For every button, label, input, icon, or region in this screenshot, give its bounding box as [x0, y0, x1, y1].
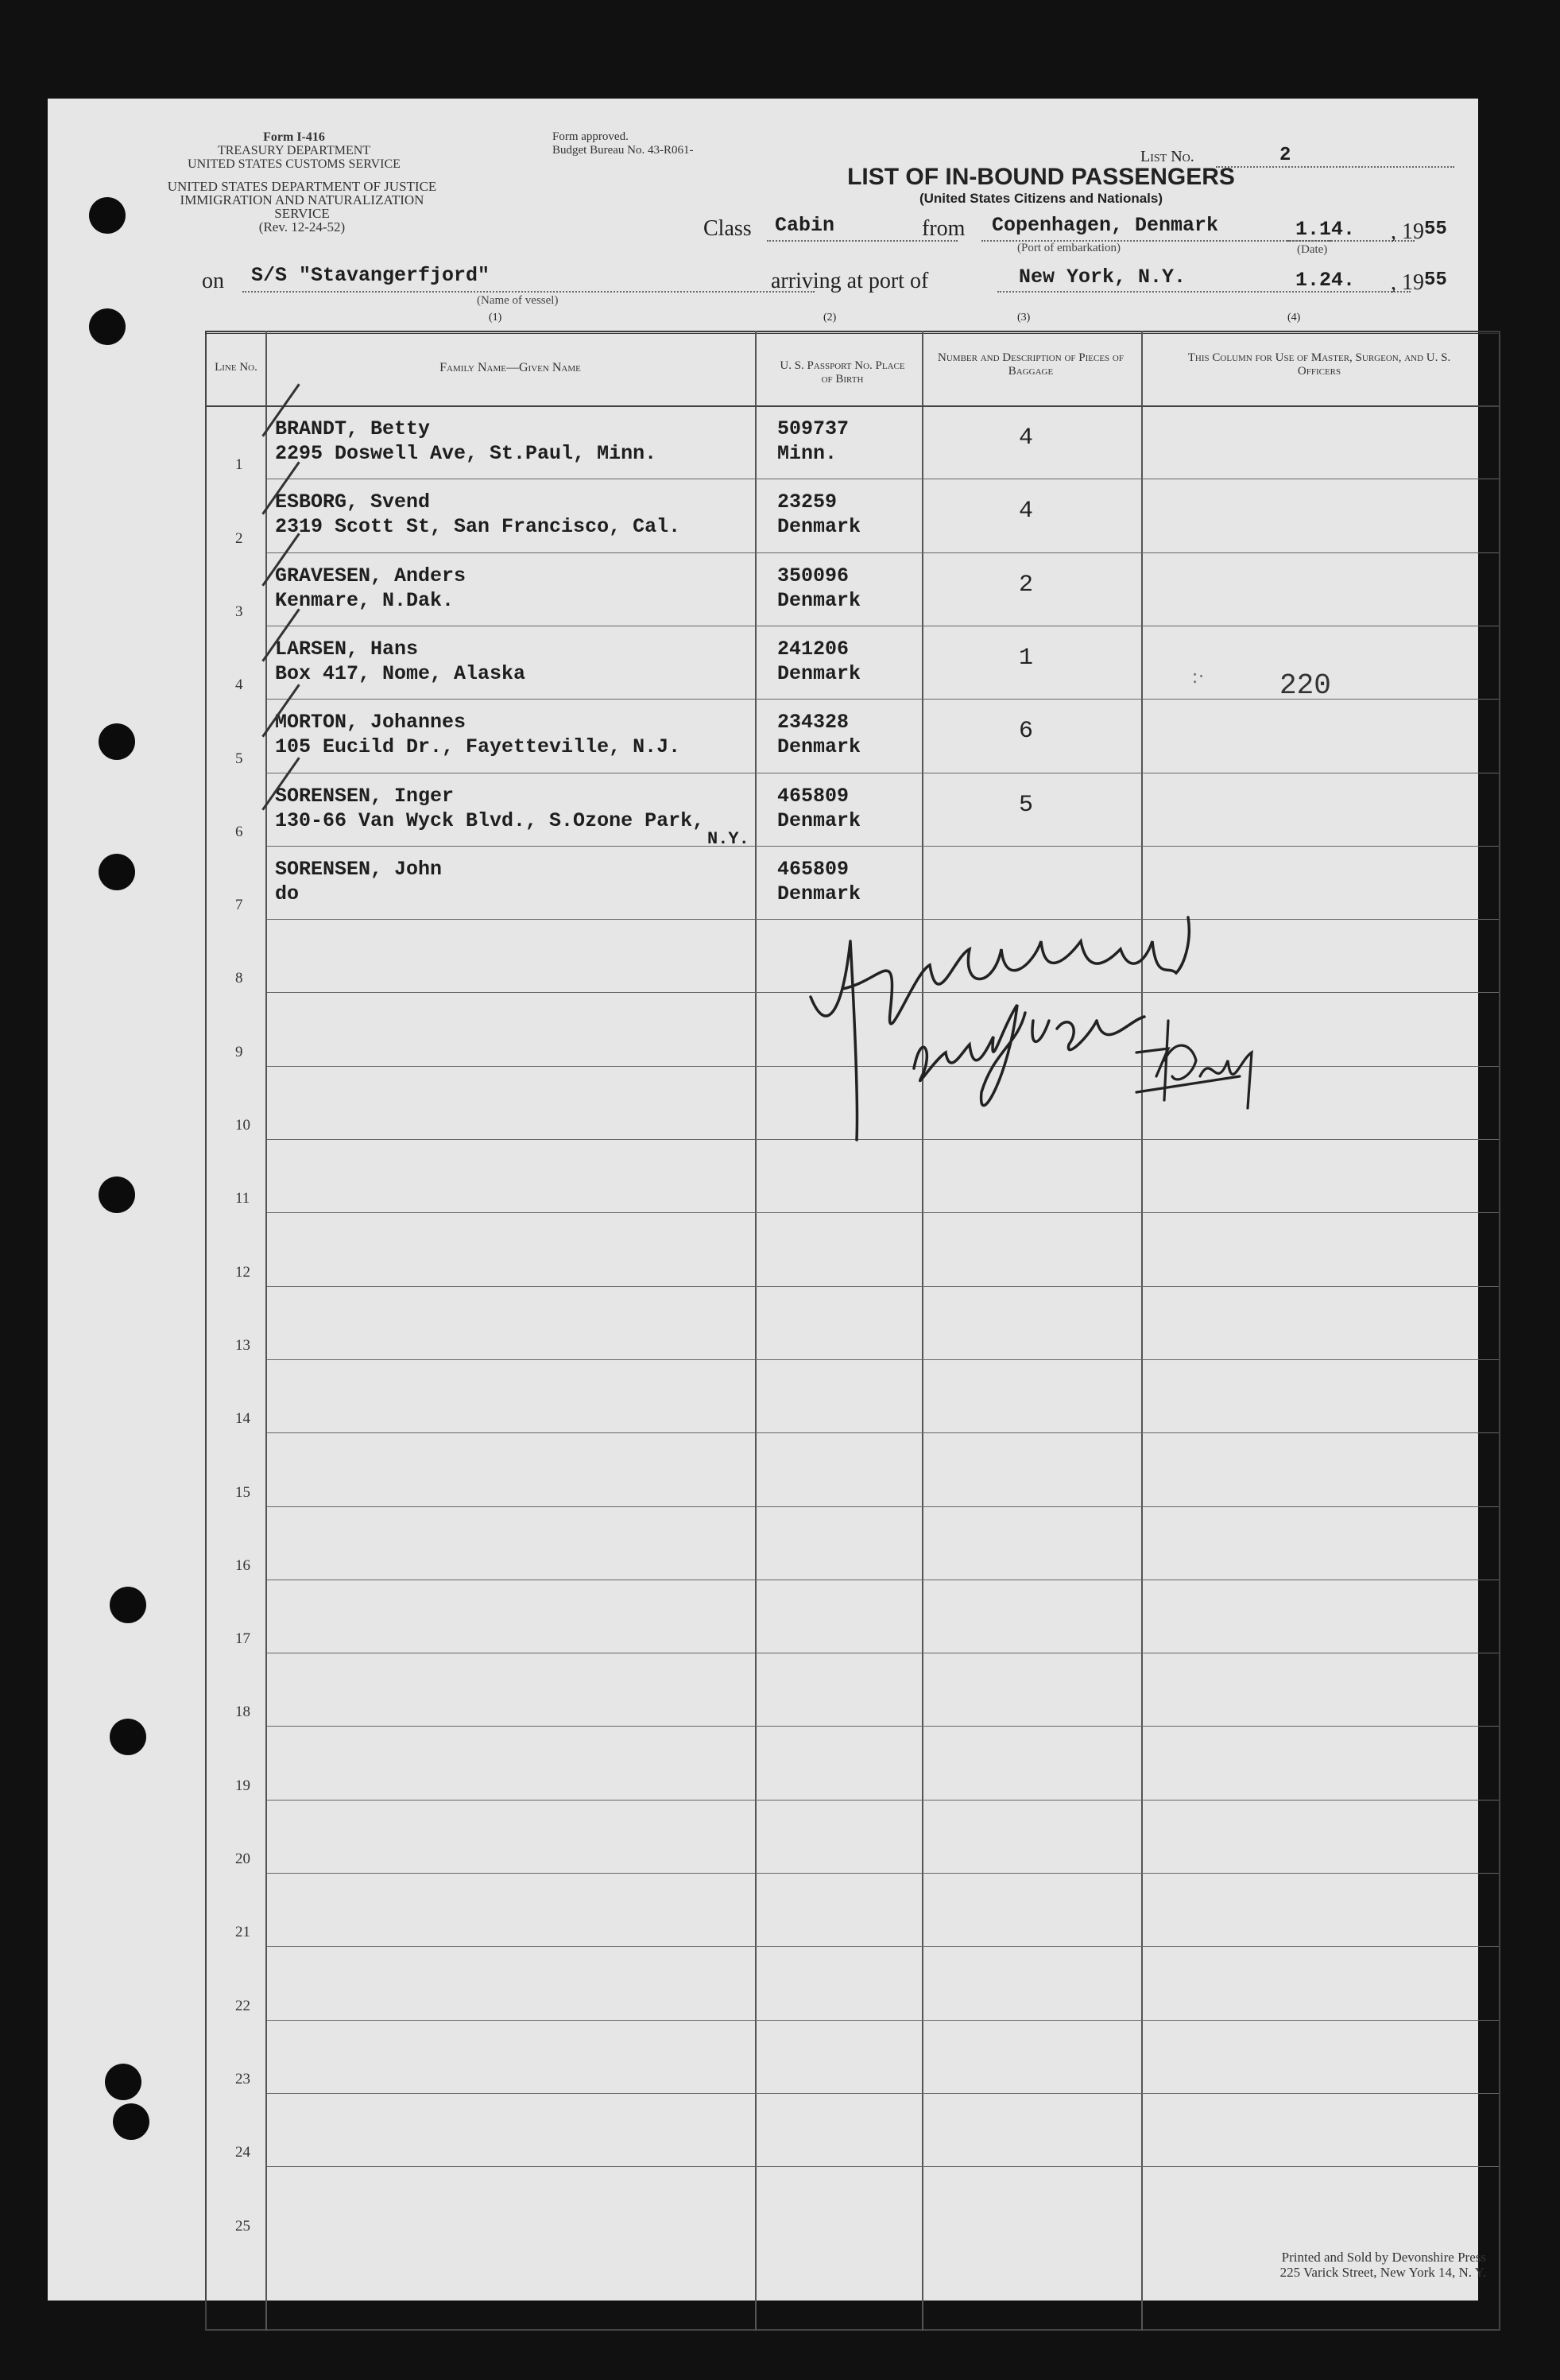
line-number: 2 [235, 529, 243, 547]
passport-number: 241206 [777, 637, 850, 661]
header-officers: This Column for Use of Master, Surgeon, and U. S. Officers [1187, 351, 1451, 378]
line-number: 16 [235, 1556, 250, 1574]
passenger-address-cont: N.Y. [707, 828, 749, 849]
from-value: Copenhagen, Denmark [992, 214, 1219, 237]
punch-hole [105, 2064, 141, 2100]
passenger-address: Kenmare, N.Dak. [275, 588, 455, 612]
passenger-address: 105 Eucild Dr., Fayetteville, N.J. [275, 735, 681, 759]
passenger-address: 130-66 Van Wyck Blvd., S.Ozone Park, [275, 808, 705, 832]
list-no-rule [1216, 166, 1454, 168]
baggage-count: 1 [1019, 644, 1034, 672]
punch-hole [89, 308, 126, 345]
arrival-year-prefix: 19 [1402, 270, 1424, 295]
passenger-name: LARSEN, Hans [275, 637, 419, 661]
line-number: 17 [235, 1630, 250, 1648]
line-number: 21 [235, 1924, 250, 1941]
printer-line-2: 225 Varick Street, New York 14, N. Y. [1279, 2265, 1486, 2280]
vessel-rule [242, 291, 815, 293]
approval-line-1: Form approved. [552, 130, 629, 143]
list-no-label: List No. [1140, 148, 1194, 165]
from-label: from [922, 216, 966, 241]
departure-year-prefix: 19 [1402, 219, 1424, 244]
departure-year: , 1955 [1391, 219, 1447, 244]
line-number: 18 [235, 1704, 250, 1721]
punch-hole [99, 854, 135, 890]
passport-number: 465809 [777, 857, 850, 881]
arrival-year: , 1955 [1391, 269, 1447, 295]
passenger-name: BRANDT, Betty [275, 417, 431, 440]
baggage-count: 4 [1019, 498, 1034, 525]
justice-line: UNITED STATES DEPARTMENT OF JUSTICE [167, 179, 437, 194]
line-number: 24 [235, 2144, 250, 2161]
list-no-value: 2 [1279, 145, 1291, 166]
row-rule [267, 1726, 1499, 1727]
punch-hole [110, 1719, 146, 1755]
line-number: 10 [235, 1117, 250, 1134]
header-baggage: Number and Description of Pieces of Baggage [938, 351, 1124, 378]
arrival-date: 1.24. [1295, 269, 1356, 292]
baggage-count: 2 [1019, 571, 1034, 599]
form-header-treasury [175, 130, 413, 171]
line-number: 4 [235, 676, 243, 694]
line-number: 8 [235, 970, 243, 987]
line-number: 25 [235, 2217, 250, 2235]
header-passport: U. S. Passport No. Place of Birth [780, 359, 905, 386]
line-number: 7 [235, 897, 243, 914]
line-number: 5 [235, 750, 243, 767]
col-divider-line [265, 331, 267, 2331]
departure-date: 1.14. [1295, 218, 1356, 241]
form-header-justice [167, 180, 437, 234]
passenger-address: Box 417, Nome, Alaska [275, 661, 526, 685]
class-label: Class [703, 216, 752, 241]
passport-number: 509737 [777, 417, 850, 440]
officer-mark: :· [1192, 665, 1205, 688]
row-rule [267, 2020, 1499, 2021]
port-caption: (Port of embarkation) [1017, 242, 1121, 254]
class-value: Cabin [775, 214, 835, 237]
header-name: Family Name—Given Name [439, 361, 581, 374]
punch-hole [89, 197, 126, 234]
table-top-rule [205, 331, 1500, 334]
form-number: Form I-416 [263, 130, 325, 144]
departure-year-value: 55 [1424, 219, 1447, 240]
list-title: LIST OF IN-BOUND PASSENGERS [847, 164, 1235, 190]
row-rule [267, 1432, 1499, 1433]
punch-hole [110, 1587, 146, 1623]
baggage-count: 6 [1019, 718, 1034, 746]
row-rule [267, 1873, 1499, 1874]
passport-number: 465809 [777, 784, 850, 808]
line-number: 11 [235, 1190, 250, 1207]
revision-line: (Rev. 12-24-52) [258, 219, 346, 235]
place-of-birth: Denmark [777, 882, 861, 905]
passenger-address: 2295 Doswell Ave, St.Paul, Minn. [275, 442, 657, 465]
ins-line: IMMIGRATION AND NATURALIZATION SERVICE [180, 192, 424, 221]
row-rule [267, 1946, 1499, 1947]
line-number: 23 [235, 2070, 250, 2087]
line-number: 14 [235, 1410, 250, 1428]
budget-approval [552, 130, 693, 157]
customs-line: UNITED STATES CUSTOMS SERVICE [188, 157, 401, 171]
passenger-name: ESBORG, Svend [275, 490, 431, 514]
line-number: 12 [235, 1263, 250, 1281]
row-rule [267, 1506, 1499, 1507]
arriving-label: arriving at port of [771, 269, 929, 293]
place-of-birth: Minn. [777, 442, 838, 465]
punch-hole [113, 2103, 149, 2140]
row-rule [267, 2093, 1499, 2094]
vessel-caption: (Name of vessel) [477, 294, 559, 307]
col-num-2: (2) [823, 312, 837, 324]
passenger-address: 2319 Scott St, San Francisco, Cal. [275, 515, 681, 539]
col-num-4: (4) [1287, 312, 1301, 324]
manifest-table [205, 331, 1500, 2331]
line-number: 20 [235, 1851, 250, 1867]
baggage-count: 5 [1019, 791, 1034, 819]
header-bottom-rule [207, 405, 1499, 407]
passenger-name: GRAVESEN, Anders [275, 564, 466, 587]
printer-imprint [1176, 2250, 1486, 2280]
arrival-port: New York, N.Y. [1019, 266, 1186, 289]
passenger-address: do [275, 882, 300, 905]
passenger-name: SORENSEN, John [275, 857, 443, 881]
row-rule [267, 1286, 1499, 1287]
treasury-line: TREASURY DEPARTMENT [217, 144, 371, 157]
place-of-birth: Denmark [777, 735, 861, 759]
row-rule [267, 1359, 1499, 1360]
row-rule [267, 1800, 1499, 1801]
line-number: 1 [235, 456, 243, 474]
place-of-birth: Denmark [777, 515, 861, 539]
col-divider-passport [922, 331, 923, 2331]
passport-number: 234328 [777, 711, 850, 735]
manifest-sheet [48, 99, 1486, 2301]
vessel-name: S/S "Stavangerfjord" [251, 264, 490, 287]
punch-hole [99, 1176, 135, 1213]
col-divider-name [755, 331, 757, 2331]
baggage-count: 4 [1019, 424, 1034, 452]
col-num-1: (1) [489, 312, 502, 324]
list-subtitle: (United States Citizens and Nationals) [919, 191, 1163, 206]
on-label: on [202, 269, 224, 293]
punch-hole [99, 723, 135, 760]
col-num-3: (3) [1017, 312, 1031, 324]
line-number: 9 [235, 1043, 243, 1060]
date-caption: (Date) [1297, 243, 1328, 256]
arrival-year-value: 55 [1424, 269, 1447, 291]
officer-note: 220 [1279, 669, 1331, 702]
place-of-birth: Denmark [777, 588, 861, 612]
header-line-no: Line No. [215, 361, 257, 374]
line-number: 13 [235, 1336, 250, 1354]
printer-line-1: Printed and Sold by Devonshire Press [1281, 2250, 1486, 2265]
row-rule [267, 2166, 1499, 2167]
passport-number: 350096 [777, 564, 850, 587]
line-number: 6 [235, 823, 243, 840]
line-number: 15 [235, 1483, 250, 1501]
passenger-name: MORTON, Johannes [275, 711, 466, 735]
row-rule [267, 846, 1499, 847]
col-divider-baggage [1141, 331, 1143, 2331]
passport-number: 23259 [777, 490, 838, 514]
place-of-birth: Denmark [777, 808, 861, 832]
line-number: 3 [235, 603, 243, 620]
approval-line-2: Budget Bureau No. 43-R061- [552, 144, 694, 157]
officer-signature [795, 893, 1351, 1227]
passenger-name: SORENSEN, Inger [275, 784, 455, 808]
place-of-birth: Denmark [777, 661, 861, 685]
line-number: 22 [235, 1997, 250, 2014]
line-number: 19 [235, 1777, 250, 1794]
row-rule [267, 552, 1499, 553]
